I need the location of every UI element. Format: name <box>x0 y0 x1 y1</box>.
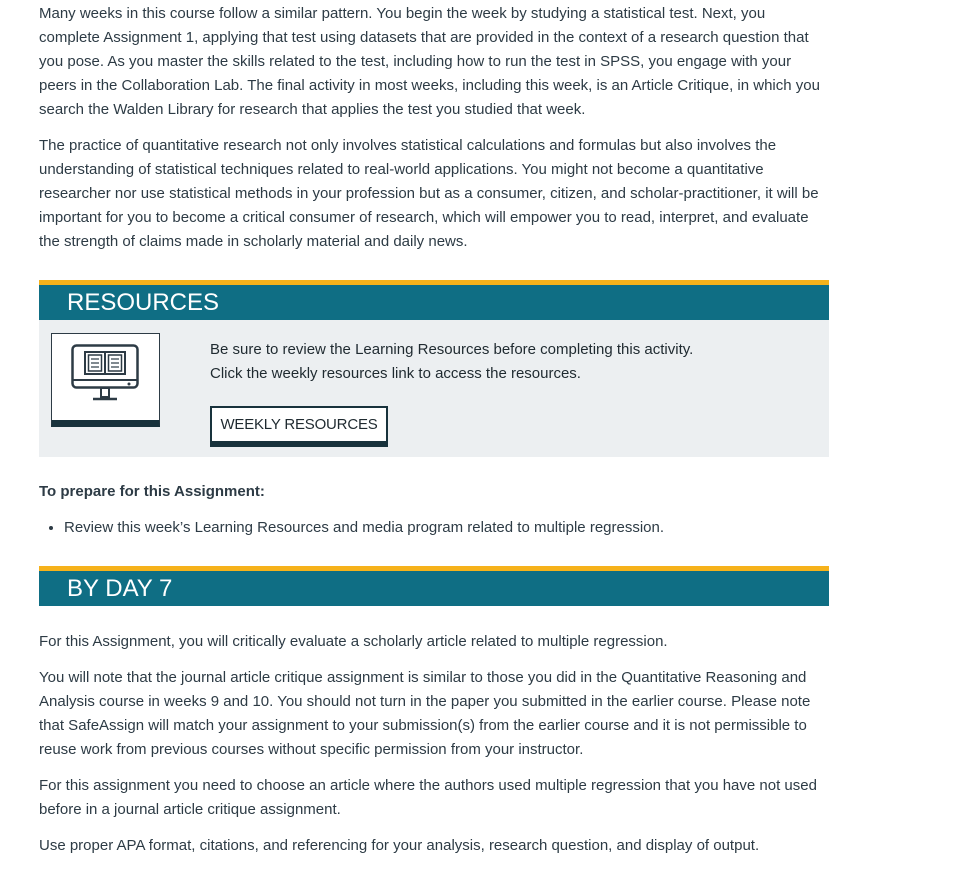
resources-line-2: Click the weekly resources link to access the resources. <box>210 365 581 382</box>
resources-instructions <box>210 338 693 386</box>
by-day-7-banner: BY DAY 7 <box>39 566 829 606</box>
resources-line-1: Be sure to review the Learning Resources before completing this activity. <box>210 341 694 358</box>
intro-paragraph-1: Many weeks in this course follow a similar pattern. You begin the week by studying a statistical test. Next, you complete Assignment 1, applying that test using datasets that are provided in the context of a research question that you pose. As you master the skills related to the test, including how to run the test in SPSS, you engage with your peers in the Collaboration Lab. The final activity in most weeks, including this week, is an Article Critique, in which you search the Walden Library for research that applies the test you studied that week. <box>39 5 820 118</box>
list-item: • Review this week’s Learning Resources and media program related to multiple regression. <box>64 516 829 540</box>
day7-paragraph-4: Use proper APA format, citations, and referencing for your analysis, research question, and display of output. <box>39 837 760 854</box>
weekly-resources-button[interactable]: WEEKLY RESOURCES <box>210 406 388 447</box>
day7-paragraph-2: You will note that the journal article critique assignment is similar to those you did in the Quantitative Reasoning and Analysis course in weeks 9 and 10. You should not turn in the paper you submitted in the earlier course. Please note that SafeAssign will match your assignment to your submission(s) from the earlier course and it is not permissible to reuse work from previous courses without specific permission from your instructor. <box>39 669 811 758</box>
prepare-heading: To prepare for this Assignment: <box>39 483 265 500</box>
intro-paragraph-2: The practice of quantitative research not only involves statistical calculations and formulas but also involves the understanding of statistical techniques related to real-world applications. You might not become a quantitative researcher nor use statistical methods in your profession but as a consumer, citizen, and scholar-practitioner, it will be important for you to become a critical consumer of research, which will empower you to read, interpret, and evaluate the strength of claims made in scholarly material and daily news. <box>39 137 819 250</box>
computer-monitor-book-icon <box>51 333 160 427</box>
prepare-list <box>39 516 829 540</box>
day7-paragraph-1: For this Assignment, you will critically evaluate a scholarly article related to multiple regression. <box>39 633 668 650</box>
assignment-content <box>39 0 829 858</box>
day7-paragraph-3: For this assignment you need to choose an article where the authors used multiple regression that you have not used before in a journal article critique assignment. <box>39 777 817 818</box>
resources-banner: RESOURCES <box>39 280 829 320</box>
resources-panel <box>39 320 829 457</box>
